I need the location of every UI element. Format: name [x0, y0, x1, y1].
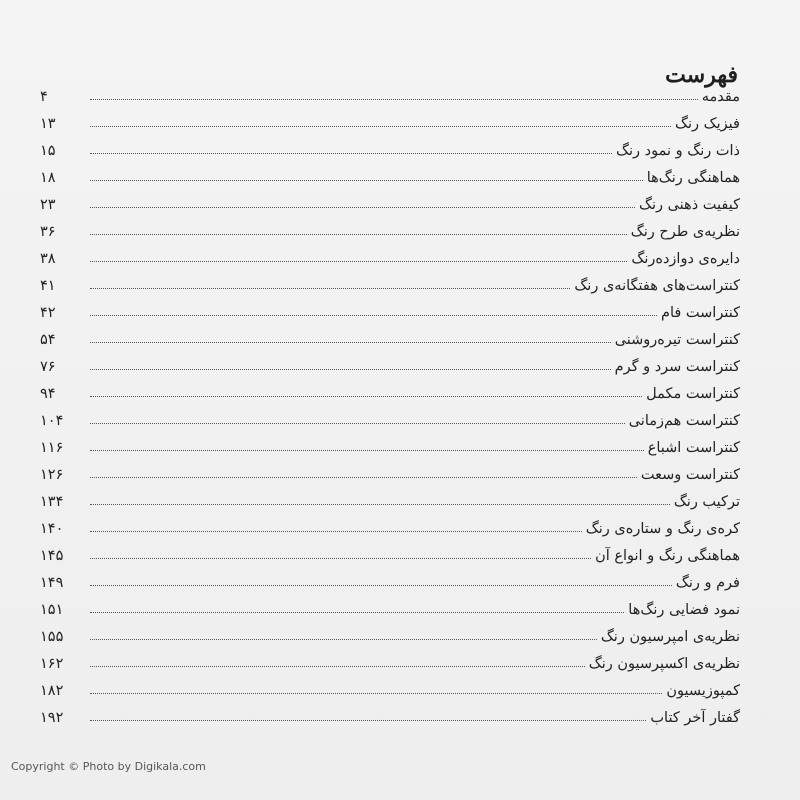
toc-entry-title: هماهنگی رنگ‌ها — [646, 170, 740, 186]
toc-entry-page-number: ۱۴۵ — [40, 548, 64, 564]
toc-entry-page-number: ۴۲ — [40, 305, 56, 321]
toc-entry-title: کنتراست اشباع — [647, 440, 740, 456]
page-title: فهرست — [665, 62, 738, 88]
dot-leader — [90, 531, 582, 532]
toc-entry — [40, 514, 740, 541]
dot-leader — [90, 585, 672, 586]
toc-entry — [40, 109, 740, 136]
toc-entry-page-number: ۳۸ — [40, 251, 56, 267]
dot-leader — [90, 450, 644, 451]
dot-leader — [90, 666, 585, 667]
dot-leader — [90, 234, 627, 235]
toc-entry — [40, 595, 740, 622]
toc-entry-title: نظریه‌ی اکسپرسیون رنگ — [588, 656, 740, 672]
dot-leader — [90, 207, 635, 208]
toc-entry — [40, 703, 740, 730]
toc-entry-page-number: ۱۸۲ — [40, 683, 64, 699]
toc-entry-title: کمپوزیسیون — [666, 683, 740, 699]
toc-entry-title: فیزیک رنگ — [675, 116, 740, 132]
copyright-watermark: Copyright © Photo by Digikala.com — [11, 760, 206, 773]
toc-entry-title: کیفیت ذهنی رنگ — [638, 197, 740, 213]
dot-leader — [90, 369, 611, 370]
toc-entry-title: گفتار آخر کتاب — [650, 710, 740, 726]
toc-entry-page-number: ۱۵۱ — [40, 602, 64, 618]
toc-entry — [40, 568, 740, 595]
toc-entry — [40, 460, 740, 487]
toc-entry — [40, 244, 740, 271]
toc-entry — [40, 136, 740, 163]
toc-entry-page-number: ۳۶ — [40, 224, 56, 240]
dot-leader — [90, 315, 657, 316]
toc-entry-title: کنتراست‌های هفتگانه‌ی رنگ — [574, 278, 740, 294]
toc-entry-page-number: ۱۶۲ — [40, 656, 64, 672]
toc-entry-page-number: ۱۸ — [40, 170, 56, 186]
toc-entry — [40, 541, 740, 568]
dot-leader — [90, 99, 698, 100]
toc-entry — [40, 271, 740, 298]
toc-entry — [40, 487, 740, 514]
toc-entry — [40, 406, 740, 433]
toc-entry-page-number: ۱۵ — [40, 143, 56, 159]
dot-leader — [90, 126, 671, 127]
toc-entry — [40, 676, 740, 703]
toc-entry-title: کنتراست فام — [660, 305, 740, 321]
toc-entry-title: نمود فضایی رنگ‌ها — [628, 602, 740, 618]
toc-entry-title: کنتراست مکمل — [646, 386, 740, 402]
toc-entry-page-number: ۴ — [40, 89, 48, 105]
toc-entry — [40, 217, 740, 244]
toc-entry-title: ذات رنگ و نمود رنگ — [616, 143, 740, 159]
dot-leader — [90, 477, 637, 478]
toc-entry-page-number: ۱۵۵ — [40, 629, 64, 645]
toc-entry — [40, 298, 740, 325]
toc-entry-page-number: ۷۶ — [40, 359, 56, 375]
dot-leader — [90, 639, 597, 640]
toc-entry-page-number: ۱۳۴ — [40, 494, 64, 510]
toc-entry — [40, 649, 740, 676]
toc-entry-page-number: ۹۴ — [40, 386, 56, 402]
toc-entry-title: هماهنگی رنگ و انواع آن — [595, 548, 740, 564]
toc-entry — [40, 379, 740, 406]
toc-entry — [40, 325, 740, 352]
dot-leader — [90, 261, 627, 262]
toc-entry — [40, 352, 740, 379]
dot-leader — [90, 342, 611, 343]
toc-entry-page-number: ۱۹۲ — [40, 710, 64, 726]
toc-entry-title: نظریه‌ی طرح رنگ — [630, 224, 740, 240]
dot-leader — [90, 558, 591, 559]
toc-entry-page-number: ۱۱۶ — [40, 440, 64, 456]
toc-entry-title: فرم و رنگ — [675, 575, 740, 591]
toc-entry-title: ترکیب رنگ — [673, 494, 740, 510]
dot-leader — [90, 612, 624, 613]
dot-leader — [90, 153, 612, 154]
toc-entry-title: دایره‌ی دوازده‌رنگ — [631, 251, 740, 267]
dot-leader — [90, 180, 643, 181]
dot-leader — [90, 504, 670, 505]
toc-entry-page-number: ۱۴۰ — [40, 521, 64, 537]
toc-entry-title: نظریه‌ی امپرسیون رنگ — [600, 629, 740, 645]
toc-entry-page-number: ۵۴ — [40, 332, 56, 348]
toc-entry — [40, 433, 740, 460]
toc-entry-title: کره‌ی رنگ و ستاره‌ی رنگ — [585, 521, 740, 537]
toc-entry — [40, 163, 740, 190]
dot-leader — [90, 720, 646, 721]
dot-leader — [90, 693, 662, 694]
toc-entry-title: کنتراست هم‌زمانی — [628, 413, 740, 429]
dot-leader — [90, 423, 625, 424]
toc-entry-page-number: ۱۲۶ — [40, 467, 64, 483]
toc-entry-title: کنتراست تیره‌روشنی — [614, 332, 740, 348]
toc-entry-page-number: ۱۴۹ — [40, 575, 64, 591]
toc-entry — [40, 82, 740, 109]
toc-entry-title: کنتراست سرد و گرم — [614, 359, 740, 375]
toc-entry-page-number: ۲۳ — [40, 197, 56, 213]
toc-entry-page-number: ۱۳ — [40, 116, 56, 132]
toc-entry-page-number: ۱۰۴ — [40, 413, 64, 429]
toc-entry-title: کنتراست وسعت — [640, 467, 740, 483]
toc-entry — [40, 190, 740, 217]
dot-leader — [90, 288, 570, 289]
dot-leader — [90, 396, 642, 397]
toc-entry-page-number: ۴۱ — [40, 278, 56, 294]
toc-entry — [40, 622, 740, 649]
table-of-contents — [40, 82, 740, 730]
toc-entry-title: مقدمه — [701, 89, 740, 105]
